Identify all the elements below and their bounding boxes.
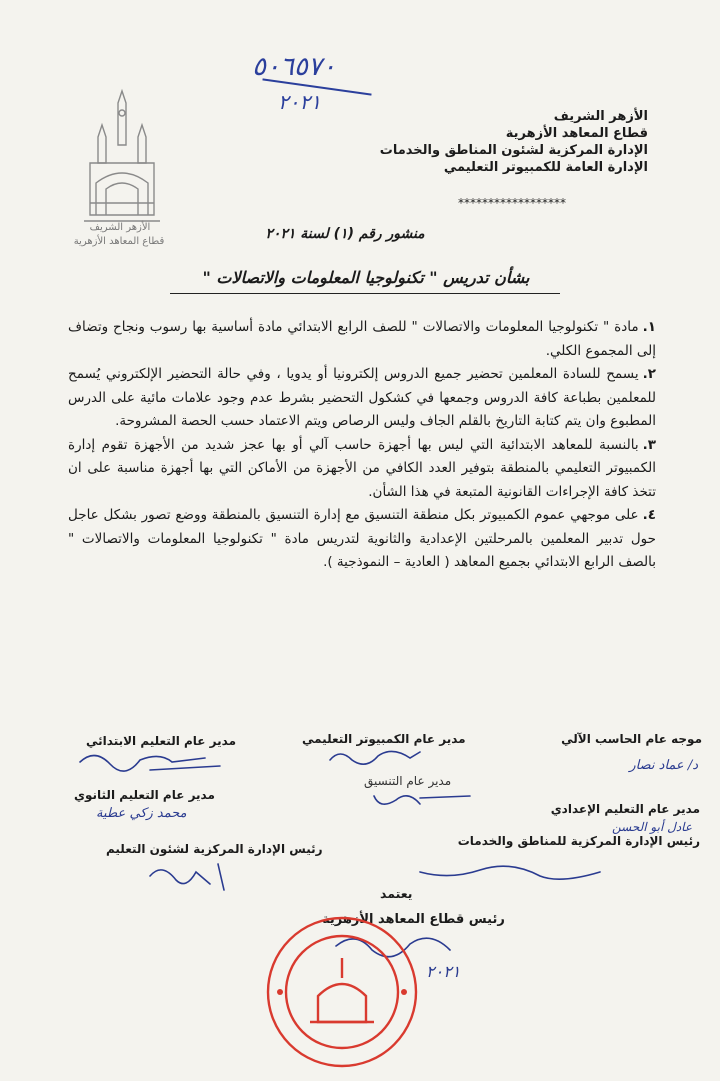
handwritten-signature-year: ٢٠٢١ bbox=[426, 962, 461, 981]
signature-title-prep-director: مدير عام التعليم الإعدادي bbox=[550, 802, 700, 816]
signature-title-education-head: رئيس الإدارة المركزية لشئون التعليم bbox=[106, 842, 323, 856]
item-number: ١. bbox=[642, 319, 656, 335]
signature-title-secondary-director: مدير عام التعليم الثانوي bbox=[74, 788, 215, 802]
logo-caption: قطاع المعاهد الأزهرية bbox=[73, 236, 165, 247]
item-text: بالنسبة للمعاهد الابتدائية التي ليس بها أجهزة حاسب آلي أو بها عجز شديد من الأجهزة تقوم إدارة الكمبيوتر التعليمي بالمنطقة بتوفير العدد الكافي من الأجهزة من الأماكن التي بها أجهزة مناسبة على ان تتخذ كافة الإجراءات القانونية المتبعة في هذا الشأن. bbox=[68, 436, 656, 500]
signature-title-tech-supervisor: موجه عام الحاسب الآلي bbox=[561, 732, 702, 746]
signature-coordination bbox=[374, 796, 470, 804]
letterhead-line: الإدارة العامة للكمبيوتر التعليمي bbox=[443, 160, 648, 175]
approval-label: يعتمد bbox=[380, 886, 413, 901]
signature-computer bbox=[330, 751, 420, 764]
item-text: يسمح للسادة المعلمين تحضير جميع الدروس إلكترونيا أو يدويا ، وفي حالة التحضير الإلكتروني يُسمح للمعلمين بطباعة كافة الدروس وجمعها في كشكول التحضير بشرط عدم وجود علامات مائية على الدرس المطبوع وان يتم كتابة التاريخ بالقلم الجاف وليس الرصاص ويتم الاعتماد حسب الحصة المشروحة. bbox=[68, 366, 656, 429]
signature-title-primary-director: مدير عام التعليم الابتدائي bbox=[86, 734, 237, 748]
subject-line: بشأن تدريس " تكنولوجيا المعلومات والاتصالات " bbox=[202, 268, 530, 287]
item-number: ٤. bbox=[642, 507, 656, 523]
signature-education bbox=[150, 864, 224, 890]
signature-title-areas-head: رئيس الإدارة المركزية للمناطق والخدمات bbox=[457, 834, 700, 848]
official-stamp bbox=[262, 912, 422, 1072]
circular-number: منشور رقم (١) لسنة ٢٠٢١ bbox=[265, 226, 425, 242]
item-text: مادة " تكنولوجيا المعلومات والاتصالات " للصف الرابع الابتدائي مادة أساسية بها رسوب ونجاح وتضاف إلى المجموع الكلي. bbox=[68, 319, 656, 359]
signature-title-coordination-director: مدير عام التنسيق bbox=[364, 774, 452, 788]
signature-areas bbox=[420, 866, 600, 879]
letterhead-separator: ****************** bbox=[458, 196, 566, 210]
letterhead bbox=[318, 108, 648, 176]
letterhead-line: الأزهر الشريف bbox=[553, 109, 648, 124]
list-item bbox=[68, 363, 656, 434]
item-text: على موجهي عموم الكمبيوتر بكل منطقة التنسيق مع إدارة التنسيق بالمنطقة ووضع تصور بشكل عاجل حول تدبير المعلمين بالمرحلتين الإعدادية والثانوية لتدريس مادة " تكنولوجيا المعلومات والاتصالات " بالصف الرابع الابتدائي بجميع المعاهد ( العادية – النموذجية ). bbox=[68, 507, 656, 570]
handwritten-name: د/ عماد نصار bbox=[629, 758, 698, 773]
list-item bbox=[68, 504, 656, 575]
circular-body bbox=[68, 316, 656, 575]
logo-caption: الأزهر الشريف bbox=[89, 222, 151, 233]
item-number: ٣. bbox=[642, 436, 656, 453]
letterhead-line: الإدارة المركزية لشئون المناطق والخدمات bbox=[379, 143, 648, 158]
list-item bbox=[68, 434, 656, 505]
handwritten-name: عادل أبو الحسن bbox=[612, 820, 692, 834]
signature-title-computer-director: مدير عام الكمبيوتر التعليمي bbox=[302, 732, 466, 746]
signature-primary bbox=[80, 755, 220, 771]
letterhead-line: قطاع المعاهد الأزهرية bbox=[505, 126, 648, 141]
item-number: ٢. bbox=[642, 366, 656, 382]
handwritten-number: ٥٠٦٥٧٠ bbox=[252, 52, 336, 82]
handwritten-name: محمد زكي عطية bbox=[96, 806, 187, 821]
handwritten-year: ٢٠٢١ bbox=[278, 90, 321, 114]
subject-underline bbox=[170, 293, 560, 294]
signature-title-sector-head: رئيس قطاع المعاهد الأزهرية bbox=[322, 912, 505, 927]
list-item bbox=[68, 316, 656, 363]
